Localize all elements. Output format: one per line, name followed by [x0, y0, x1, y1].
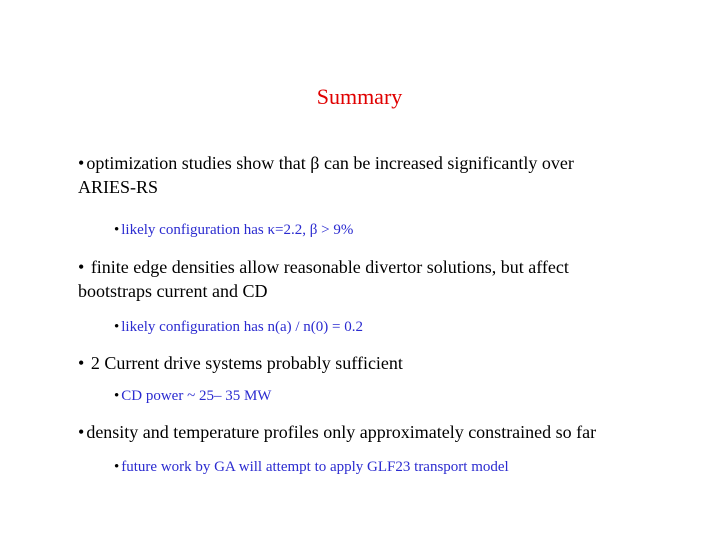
sub-bullet-dot: • — [114, 222, 120, 238]
bullet-1-line-1: optimization studies show that β can be increased significantly over — [86, 153, 574, 173]
sub-bullet-dot: • — [114, 459, 120, 475]
bullet-1 — [78, 151, 574, 199]
bullet-3 — [78, 351, 403, 375]
bullet-4-line-1: density and temperature profiles only approximately constrained so far — [86, 422, 597, 442]
bullet-1-line-2: ARIES-RS — [78, 177, 159, 197]
slide-title: Summary — [316, 84, 403, 109]
bullet-2-line-2: bootstraps current and CD — [78, 281, 268, 301]
sub-bullet-1-text: likely configuration has κ=2.2, β > 9% — [121, 222, 354, 238]
bullet-dot: • — [78, 257, 85, 277]
sub-bullet-2-text: likely configuration has n(a) / n(0) = 0.2 — [121, 319, 363, 335]
sub-bullet-4-text: future work by GA will attempt to apply GLF23 transport model — [121, 459, 509, 475]
sub-bullet-3-text: CD power ~ 25– 35 MW — [121, 388, 272, 404]
bullet-dot: • — [78, 422, 85, 442]
sub-bullet-4 — [114, 457, 509, 477]
bullet-2 — [78, 255, 569, 303]
sub-bullet-dot: • — [114, 319, 120, 335]
bullet-3-line-1: 2 Current drive systems probably sufficient — [86, 353, 403, 373]
sub-bullet-1 — [114, 220, 353, 240]
bullet-2-line-1: finite edge densities allow reasonable divertor solutions, but affect — [86, 257, 569, 277]
sub-bullet-dot: • — [114, 388, 120, 404]
sub-bullet-2 — [114, 317, 363, 337]
bullet-4 — [78, 420, 596, 444]
bullet-dot: • — [78, 153, 85, 173]
bullet-dot: • — [78, 353, 85, 373]
sub-bullet-3 — [114, 386, 271, 406]
